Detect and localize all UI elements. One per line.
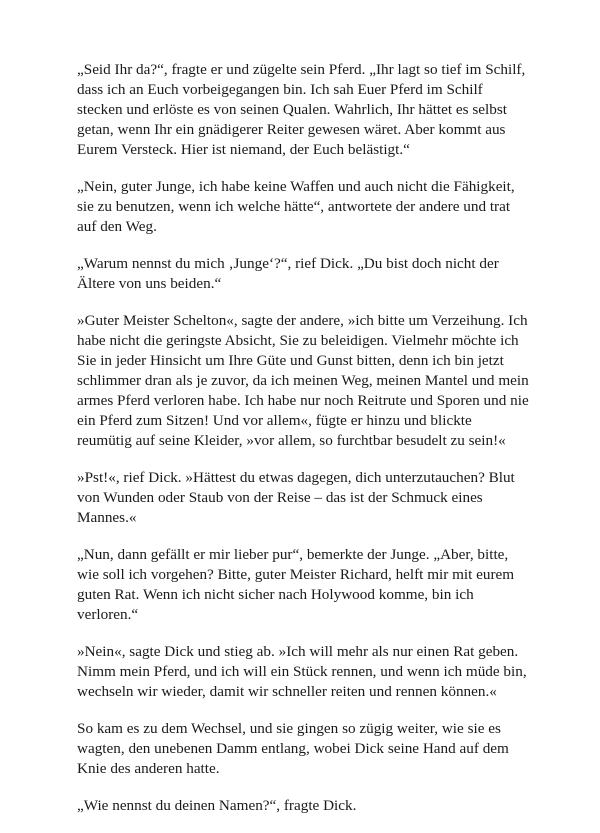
paragraph: »Pst!«, rief Dick. »Hättest du etwas dagegen, dich unterzutauchen? Blut von Wunden oder Staub von der Reise – das ist der Schmuck eines Mannes.« [77,469,515,526]
paragraph: »Nein«, sagte Dick und stieg ab. »Ich will mehr als nur einen Rat geben. Nimm mein Pferd, und ich will ein Stück rennen, und wenn ich müde bin, wechseln wir wieder, damit wir schneller reiten und rennen können.« [77,643,527,700]
paragraph: „Nun, dann gefällt er mir lieber pur“, bemerkte der Junge. „Aber, bitte, wie soll ich vorgehen? Bitte, guter Meister Richard, helft mir mit eurem guten Rat. Wenn ich nicht sicher nach Holywood komme, bin ich verloren.“ [77,546,515,623]
paragraph: „Seid Ihr da?“, fragte er und zügelte sein Pferd. „Ihr lagt so tief im Schilf, dass ich an Euch vorbeigegangen bin. Ich sah Euer Pferd im Schilf stecken und erlöste es von seinen Qualen. Wahrlich, Ihr hättet es selbst getan, wenn Ihr ein gnädigerer Reiter gewesen wäret. Aber kommt aus Eurem Versteck. Hier ist niemand, der Euch belästigt.“ [77,61,526,158]
paragraph: „Wie nennst du deinen Namen?“, fragte Dick. [77,797,357,814]
paragraph: „Nein, guter Junge, ich habe keine Waffen und auch nicht die Fähigkeit, sie zu benutzen, wenn ich welche hätte“, antwortete der andere und trat auf den Weg. [77,178,515,235]
paragraph: »Guter Meister Schelton«, sagte der andere, »ich bitte um Verzeihung. Ich habe nicht die geringste Absicht, Sie zu beleidigen. Vielmehr möchte ich Sie in jeder Hinsicht um Ihre Güte und Gunst bitten, denn ich bin jetzt schlimmer dran als je zuvor, da ich meinen Weg, meinen Mantel und mein armes Pferd verloren habe. Ich habe nur noch Reitrute und Sporen und nie ein Pferd zum Sitzen! Und vor allem«, fügte er hinzu und blickte reumütig auf seine Kleider, »vor allem, so furchtbar besudelt zu sein!« [77,312,529,449]
paragraph: „Warum nennst du mich ‚Junge‘?“, rief Dick. „Du bist doch nicht der Ältere von uns beiden.“ [77,255,499,292]
document-page [77,60,529,833]
paragraph: So kam es zu dem Wechsel, und sie gingen so zügig weiter, wie sie es wagten, den unebenen Damm entlang, wobei Dick seine Hand auf dem Knie des anderen hatte. [77,720,509,777]
